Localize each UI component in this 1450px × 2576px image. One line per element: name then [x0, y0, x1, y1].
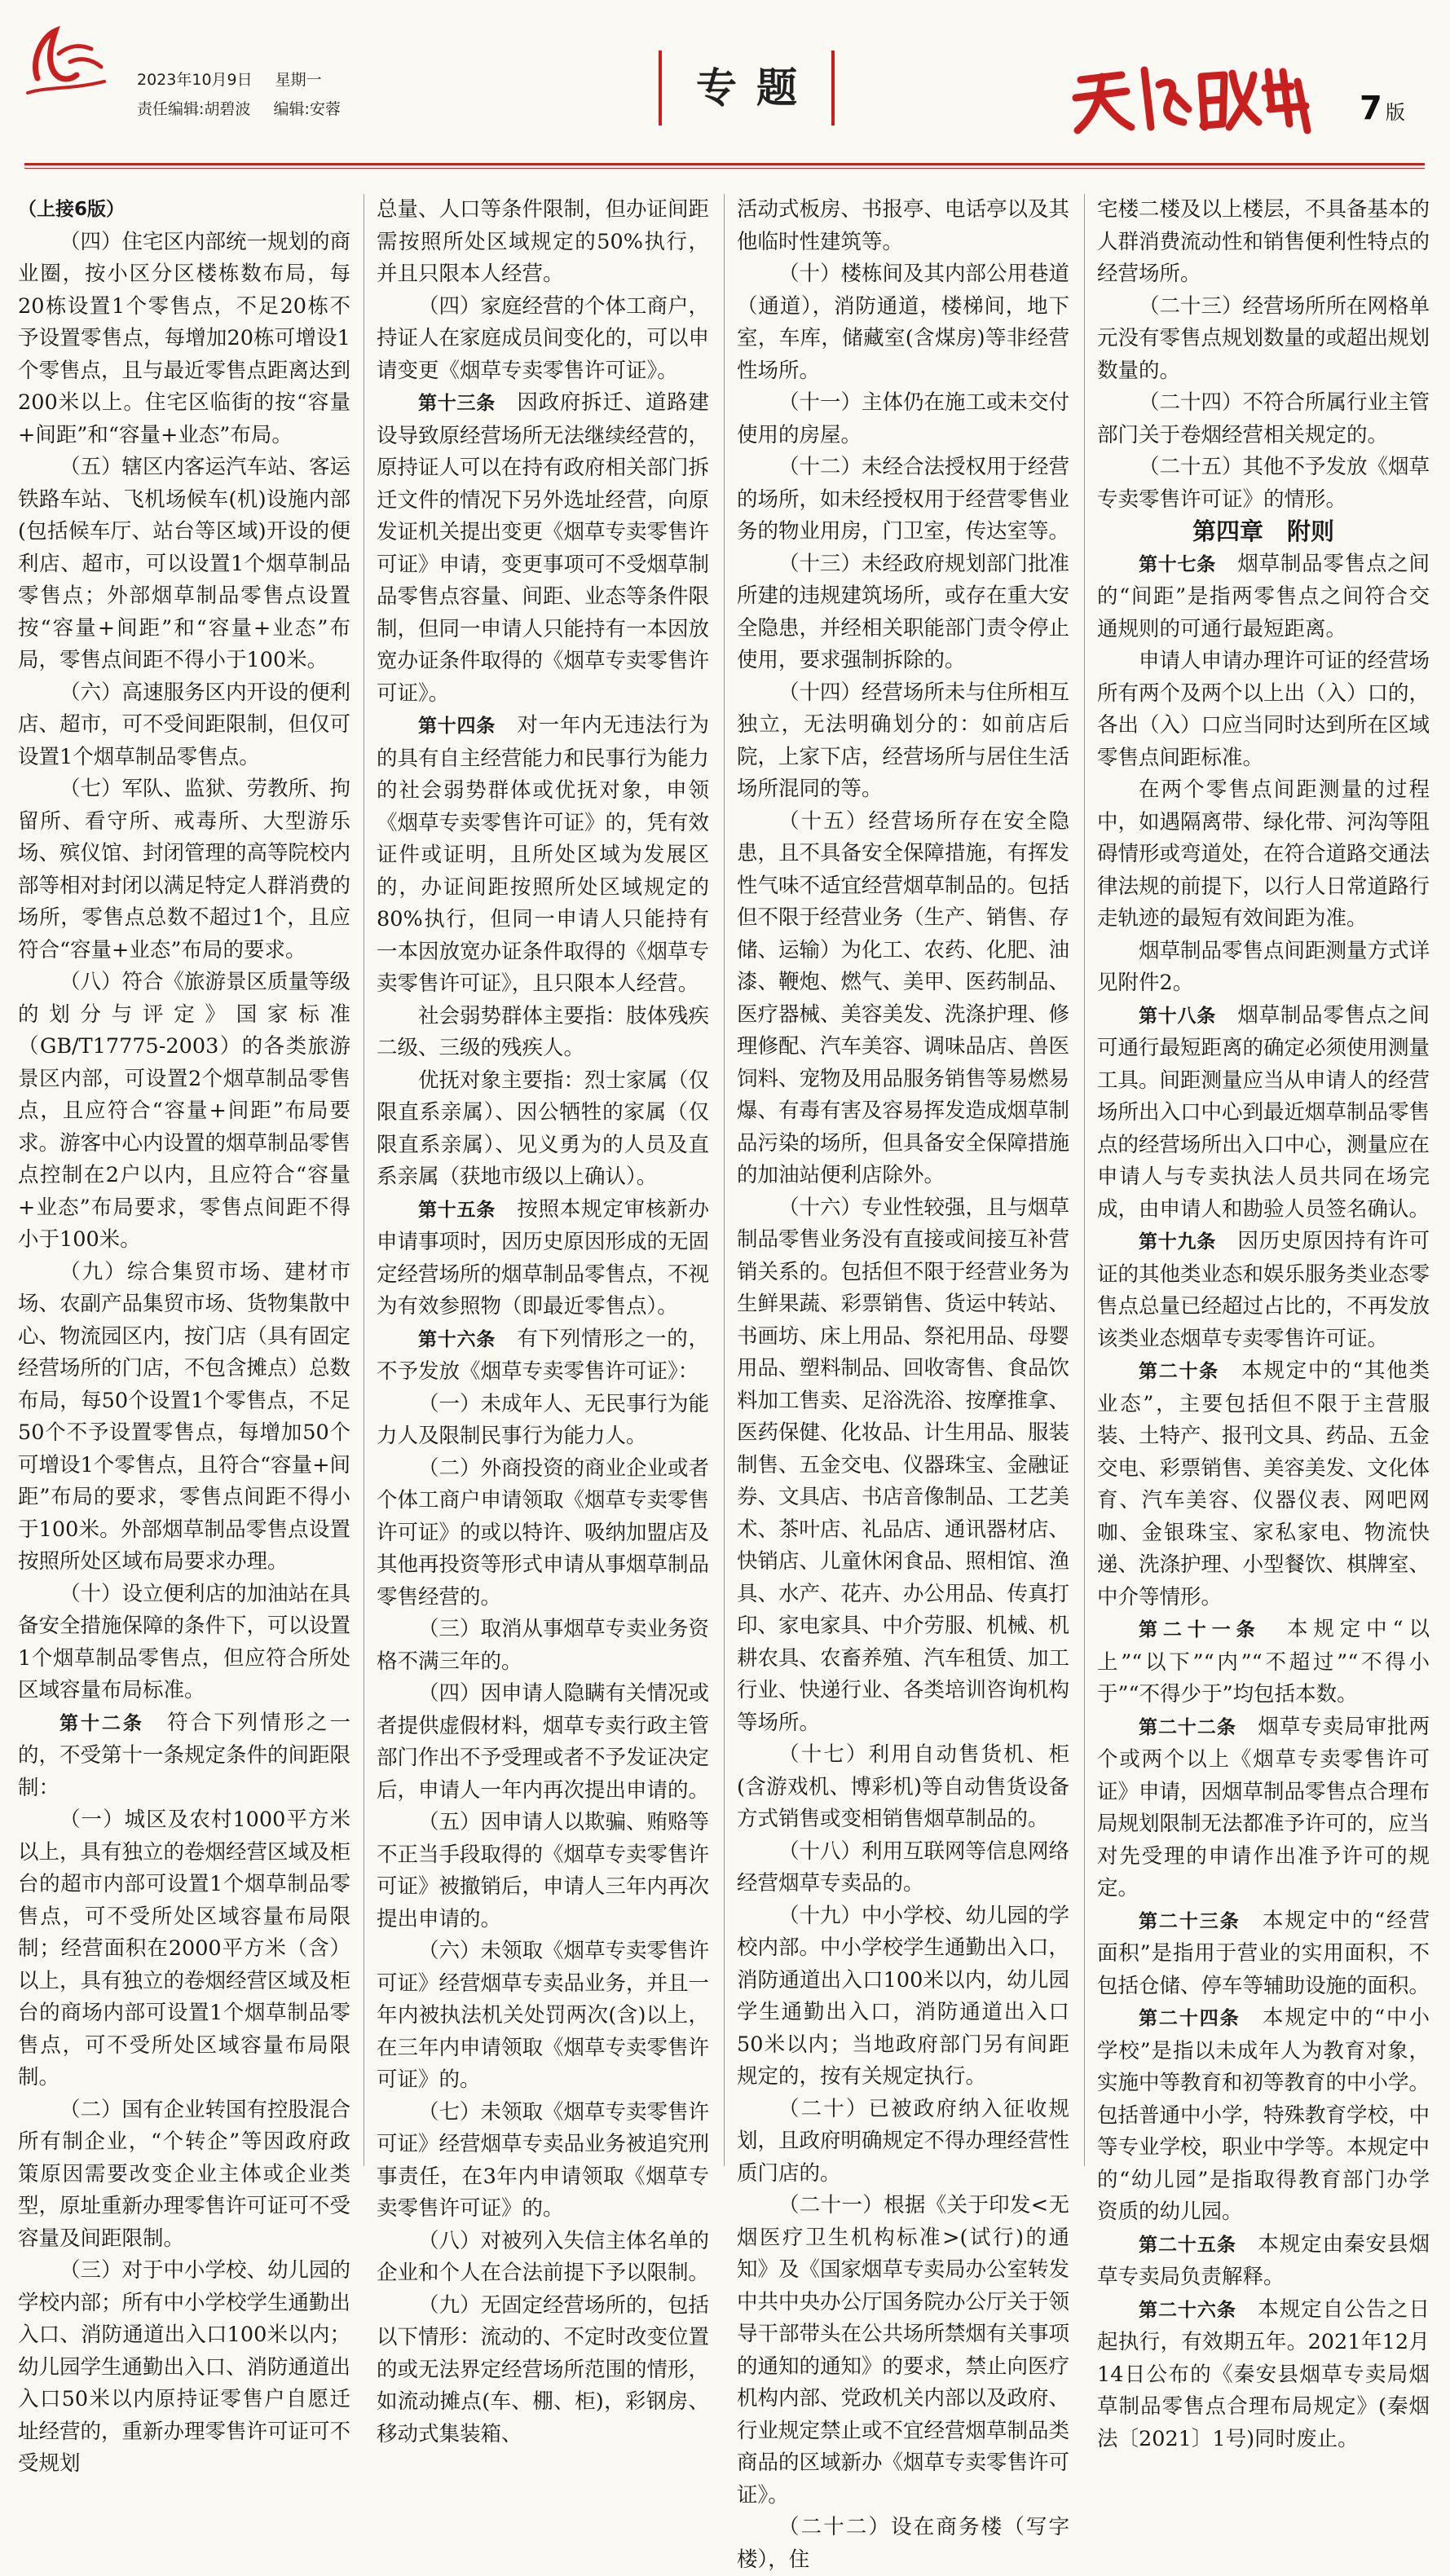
paragraph: （十五）经营场所存在安全隐患，且不具备安全保障措施，有挥发性气味不适宜经营烟草制品的。包括但不限于经营业务（生产、销售、存储、运输）为化工、农药、化肥、油漆、鞭炮、燃气、美甲、医药制品、医疗器械、美容美发、洗涤护理、修理修配、汽车美容、调味品店、兽医饲料、宠物及用品服务销售等易燃易爆、有毒有害及容易挥发造成烟草制品污染的场所，但具备安全保障措施的加油站便利店除外。 [737, 808, 1070, 1187]
paragraph: （十一）主体仍在施工或未交付使用的房屋。 [737, 390, 1070, 447]
paragraph: 优抚对象主要指：烈士家属（仅限直系亲属）、因公牺牲的家属（仅限直系亲属）、见义勇为的人员及直系亲属（获地市级以上确认）。 [377, 1068, 710, 1189]
paragraph: （七）军队、监狱、劳教所、拘留所、看守所、戒毒所、大型游乐场、殡仪馆、封闭管理的高等院校内部等相对封闭以满足特定人群消费的场所，零售点总数不超过1个，且应符合“容量+业态”布局的要求。 [18, 777, 351, 962]
article-paragraph: 第十九条 因历史原因持有许可证的其他类业态和娱乐服务类业态零售点总量已经超过占比的，不再发放该类业态烟草专卖零售许可证。 [1097, 1229, 1430, 1351]
header-rule-thin [24, 168, 1425, 169]
paragraph: （十七）利用自动售货机、柜(含游戏机、博彩机)等自动售货设备方式销售或变相销售烟草制品的。 [737, 1742, 1069, 1831]
paragraph: （十六）专业性较强，且与烟草制品零售业务没有直接或间接互补营销关系的。包括但不限于经营业务为生鲜果蔬、彩票销售、货运中转站、书画坊、床上用品、祭祀用品、母婴用品、塑料制品、回收寄售、食品饮料加工售卖、足浴洗浴、按摩推拿、医药保健、化妆品、计生用品、服装制售、五金交电、仪器珠宝、金融证券、文具店、书店音像制品、工艺美术、茶叶店、礼品店、通讯器材店、快销店、儿童休闲食品、照相馆、渔具、水产、花卉、办公用品、传真打印、家电家具、中介劳服、机械、机耕农具、农畜养殖、汽车租赁、加工行业、快递行业、各类培训咨询机构等场所。 [737, 1195, 1070, 1735]
newspaper-logo-icon [23, 21, 112, 103]
paragraph: （二）外商投资的商业企业或者个体工商户申请领取《烟草专卖零售许可证》的或以特许、吸纳加盟店及其他再投资等形式申请从事烟草制品零售经营的。 [377, 1455, 710, 1609]
article-number: 第二十五条 [1139, 2234, 1236, 2256]
article-paragraph: 第二十四条 本规定中的“中小学校”是指以未成年人为教育对象，实施中等教育和初等教育的中小学。包括普通中小学，特殊教育学校，中等专业学校，职业中学等。本规定中的“幼儿园”是指取得教育部门办学资质的幼儿园。 [1097, 2006, 1430, 2224]
paragraph: （五）因申请人以欺骗、贿赂等不正当手段取得的《烟草专卖零售许可证》被撤销后，申请人三年内再次提出申请的。 [377, 1810, 710, 1931]
article-number: 第十五条 [418, 1199, 496, 1221]
article-number: 第十二条 [59, 1712, 144, 1734]
section-title: 专题 [696, 64, 817, 112]
paragraph: （十三）未经政府规划部门批准所建的违规建筑场所，或存在重大安全隐患，并经相关职能部门责令停止使用，要求强制拆除的。 [737, 551, 1070, 672]
article-number: 第二十条 [1139, 1361, 1219, 1382]
article-number: 第二十六条 [1139, 2299, 1236, 2321]
article-paragraph: 第十二条 符合下列情形之一的，不受第十一条规定条件的间距限制： [18, 1710, 351, 1800]
paragraph: （十）楼栋间及其内部公用巷道（通道），消防通道，楼梯间，地下室，车库，储藏室(含煤房)等非经营性场所。 [737, 262, 1070, 383]
paragraph: （二十二）设在商务楼（写字楼），住 [737, 2515, 1069, 2572]
article-number: 第十四条 [418, 716, 496, 737]
masthead-logo [1069, 52, 1314, 142]
paragraph: （一）城区及农村1000平方米以上，具有独立的卷烟经营区域及柜台的超市内部可设置1个烟草制品零售点，可不受所处区域容量布局限制；经营面积在2000平方米（含）以上，具有独立的卷烟经营区域及柜台的商场内部可设置1个烟草制品零售点，可不受所处区域容量布局限制。 [18, 1808, 351, 2089]
paragraph: （一）未成年人、无民事行为能力人及限制民事行为能力人。 [377, 1391, 710, 1448]
paragraph: （二十四）不符合所属行业主管部门关于卷烟经营相关规定的。 [1097, 390, 1430, 447]
paragraph: （三）对于中小学校、幼儿园的学校内部；所有中小学校学生通勤出入口、消防通道出入口100米以内；幼儿园学生通勤出入口、消防通道出入口50米以内原持证零售户自愿迁址经营的，重新办理零售许可证可不受规划 [18, 2258, 351, 2476]
article-number: 第十九条 [1139, 1231, 1217, 1253]
article-paragraph: 第十八条 烟草制品零售点之间可通行最短距离的确定必须使用测量工具。间距测量应当从申请人的经营场所出入口中心到最近烟草制品零售点的经营场所出入口中心，测量应在申请人与专卖执法人员共同在场完成，由申请人和勘验人员签名确认。 [1097, 1002, 1430, 1222]
paragraph: 宅楼二楼及以上楼层，不具备基本的人群消费流动性和销售便利性特点的经营场所。 [1097, 197, 1430, 286]
article-number: 第二十二条 [1139, 1716, 1236, 1738]
paragraph: （六）高速服务区内开设的便利店、超市，可不受间距限制，但仅可设置1个烟草制品零售点。 [18, 680, 351, 769]
paragraph: （八）符合《旅游景区质量等级的划分与评定》国家标准（GB/T17775-2003）的各类旅游景区内部，可设置2个烟草制品零售点，且应符合“容量+间距”布局要求。游客中心内设置的烟草制品零售点控制在2户以内，且应符合“容量+业态”布局要求，零售点间距不得小于100米。 [18, 970, 351, 1252]
issue-weekday: 星期一 [275, 71, 322, 89]
paragraph: 总量、人口等条件限制，但办证间距需按照所处区域规定的50%执行，并且只限本人经营。 [377, 197, 710, 286]
paragraph: （四）因申请人隐瞒有关情况或者提供虚假材料，烟草专卖行政主管部门作出不予受理或者不予发证决定后，申请人一年内再次提出申请的。 [377, 1681, 710, 1803]
paragraph: 活动式板房、书报亭、电话亭以及其他临时性建筑等。 [737, 197, 1070, 254]
article-number: 第十六条 [418, 1328, 496, 1350]
paragraph: 烟草制品零售点间距测量方式详见附件2。 [1097, 938, 1430, 995]
article-number: 第二十一条 [1139, 1619, 1261, 1640]
article-paragraph: 第十五条 按照本规定审核新办申请事项时，因历史原因形成的无固定经营场所的烟草制品零售点，不视为有效参照物（即最近零售点）。 [377, 1196, 710, 1319]
issue-date: 2023年10月9日 [137, 71, 253, 89]
article-number: 第二十四条 [1139, 2008, 1241, 2029]
paragraph: （六）未领取《烟草专卖零售许可证》经营烟草专卖品业务，并且一年内被执法机关处罚两次(含)以上，在三年内申请领取《烟草专卖零售许可证》的。 [377, 1939, 710, 2092]
paragraph: （三）取消从事烟草专卖业务资格不满三年的。 [377, 1617, 710, 1674]
article-paragraph: 第二十条 本规定中的“其他类业态”，主要包括但不限于主营服装、土特产、报刊文具、药品、五金交电、彩票销售、美容美发、文化体育、汽车美容、仪器仪表、网吧网咖、金银珠宝、家私家电、物流快递、洗涤护理、小型餐饮、棋牌室、中介等情形。 [1097, 1358, 1430, 1609]
text-column-4 [1097, 194, 1430, 2451]
responsible-editor: 责任编辑:胡碧波 [137, 100, 251, 118]
paragraph: （二十三）经营场所所在网格单元没有零售点规划数量的或超出规划数量的。 [1097, 293, 1430, 383]
paragraph: （十四）经营场所未与住所相互独立，无法明确划分的：如前店后院，上家下店，经营场所与居住生活场所混同的等。 [737, 680, 1070, 801]
continued-from-label: （上接6版） [18, 199, 126, 220]
editor: 编辑:安蓉 [273, 100, 341, 118]
paragraph: （二十五）其他不予发放《烟草专卖零售许可证》的情形。 [1097, 455, 1430, 512]
paragraph: （十）设立便利店的加油站在具备安全措施保障的条件下，可以设置1个烟草制品零售点，但应符合所处区域容量布局标准。 [18, 1581, 351, 1702]
page-number: 7 版 [1360, 90, 1405, 127]
article-paragraph: 第二十五条 本规定由秦安县烟草专卖局负责解释。 [1097, 2231, 1430, 2289]
column-divider [1084, 194, 1085, 2166]
paragraph: （四）住宅区内部统一规划的商业圈，按小区分区楼栋数布局，每20栋设置1个零售点，不足20栋不予设置零售点，每增加20栋可增设1个零售点，且与最近零售点距离达到200米以上。住宅区临街的按“容量+间距”和“容量+业态”布局。 [18, 229, 351, 447]
paragraph: （十二）未经合法授权用于经营的场所，如未经授权用于经营零售业务的物业用房，门卫室，传达室等。 [737, 455, 1070, 544]
paragraph: 申请人申请办理许可证的经营场所有两个及两个以上出（入）口的，各出（入）口应当同时达到所在区域零售点间距标准。 [1097, 649, 1430, 770]
paragraph: （二十）已被政府纳入征收规划，且政府明确规定不得办理经营性质门店的。 [737, 2096, 1070, 2186]
article-paragraph: 第十七条 烟草制品零售点之间的“间距”是指两零售点之间符合交通规则的可通行最短距离。 [1097, 551, 1430, 641]
article-paragraph: 第十四条 对一年内无违法行为的具有自主经营能力和民事行为能力的社会弱势群体或优抚对象，申领《烟草专卖零售许可证》的，凭有效证件或证明，且所处区域为发展区的，办证间距按照所处区域规定的80%执行，但同一申请人只能持有一本因放宽办证条件取得的《烟草专卖零售许可证》，且只限本人经营。 [377, 713, 710, 996]
paragraph: （二十一）根据《关于印发<无烟医疗卫生机构标准>(试行)的通知》及《国家烟草专卖局办公室转发中共中央办公厅国务院办公厅关于领导干部带头在公共场所禁烟有关事项的通知的通知》的要求，禁止向医疗机构内部、党政机关内部以及政府、行业规定禁止或不宜经营烟草制品类商品的区域新办《烟草专卖零售许可证》。 [737, 2193, 1070, 2508]
paragraph: （九）综合集贸市场、建材市场、农副产品集贸市场、货物集散中心、物流园区内，按门店（具有固定经营场所的门店，不包含摊点）总数布局，每50个设置1个零售点，不足50个不予设置零售点，每增加50个可增设1个零售点，且符合“容量+间距”布局的要求，零售点间距不得小于100米。外部烟草制品零售点设置按照所处区域布局要求办理。 [18, 1259, 351, 1574]
paragraph: （二）国有企业转国有控股混合所有制企业，“个转企”等因政府政策原因需要改变企业主体或企业类型，原址重新办理零售许可证可不受容量及间距限制。 [18, 2097, 351, 2251]
paragraph: （九）无固定经营场所的，包括以下情形：流动的、不定时改变位置的或无法界定经营场所范围的情形，如流动摊点(车、棚、柜)，彩钢房、移动式集装箱、 [377, 2292, 710, 2446]
column-divider [724, 194, 725, 2166]
paragraph: 在两个零售点间距测量的过程中，如遇隔离带、绿化带、河沟等阻碍情形或弯道处，在符合道路交通法律法规的前提下，以行人日常道路行走轨迹的最短有效间距为准。 [1097, 777, 1430, 931]
article-paragraph: 第二十一条 本规定中“以上”“以下”“内”“不超过”“不得小于”“不得少于”均包括本数。 [1097, 1617, 1430, 1706]
paragraph: （八）对被列入失信主体名单的企业和个人在合法前提下予以限制。 [377, 2228, 710, 2285]
article-number: 第十七条 [1139, 553, 1217, 575]
article-number: 第二十三条 [1139, 1910, 1241, 1932]
page-header [0, 0, 1450, 163]
article-paragraph: 第二十三条 本规定中的“经营面积”是指用于营业的实用面积，不包括仓储、停车等辅助设施的面积。 [1097, 1908, 1430, 1998]
text-column-1 [18, 194, 351, 2476]
paragraph: （十八）利用互联网等信息网络经营烟草专卖品的。 [737, 1838, 1070, 1896]
article-paragraph: 第二十二条 烟草专卖局审批两个或两个以上《烟草专卖零售许可证》申请，因烟草制品零售点合理布局规划限制无法都准予许可的，应当对先受理的申请作出准予许可的规定。 [1097, 1714, 1430, 1900]
header-rule [24, 163, 1425, 165]
text-column-2 [377, 194, 710, 2446]
chapter-heading: 第四章 附则 [1192, 517, 1334, 545]
section-label [659, 51, 835, 125]
paragraph: 社会弱势群体主要指：肢体残疾二级、三级的残疾人。 [377, 1003, 710, 1060]
article-paragraph: 第二十六条 本规定自公告之日起执行，有效期五年。2021年12月14日公布的《秦安县烟草专卖局烟草制品零售点合理布局规定》(秦烟法〔2021〕1号)同时废止。 [1097, 2296, 1430, 2451]
paragraph: （五）辖区内客运汽车站、客运铁路车站、飞机场候车(机)设施内部(包括候车厅、站台等区域)开设的便利店、超市，可以设置1个烟草制品零售点；外部烟草制品零售点设置按“容量+间距”和“容量+业态”布局，零售点间距不得小于100米。 [18, 455, 351, 672]
article-number: 第十三条 [418, 393, 496, 414]
issue-meta [137, 65, 359, 124]
article-paragraph: 第十六条 有下列情形之一的，不予发放《烟草专卖零售许可证》： [377, 1326, 709, 1384]
paragraph: （十九）中小学校、幼儿园的学校内部。中小学校学生通勤出入口，消防通道出入口100米以内，幼儿园学生通勤出入口，消防通道出入口50米以内；当地政府部门另有间距规定的，按有关规定执行。 [737, 1903, 1070, 2089]
paragraph: （四）家庭经营的个体工商户，持证人在家庭成员间变化的，可以申请变更《烟草专卖零售许可证》。 [377, 293, 710, 383]
article-paragraph: 第十三条 因政府拆迁、道路建设导致原经营场所无法继续经营的，原持证人可以在持有政府相关部门拆迁文件的情况下另外选址经营，向原发证机关提出变更《烟草专卖零售许可证》申请，变更事项可不受烟草制品零售点容量、间距、业态等条件限制，但同一申请人只能持有一本因放宽办证条件取得的《烟草专卖零售许可证》。 [377, 390, 710, 706]
article-number: 第十八条 [1139, 1005, 1217, 1027]
text-column-3 [737, 194, 1070, 2572]
paragraph: （七）未领取《烟草专卖零售许可证》经营烟草专卖品业务被追究刑事责任，在3年内申请领取《烟草专卖零售许可证》的。 [377, 2099, 710, 2221]
